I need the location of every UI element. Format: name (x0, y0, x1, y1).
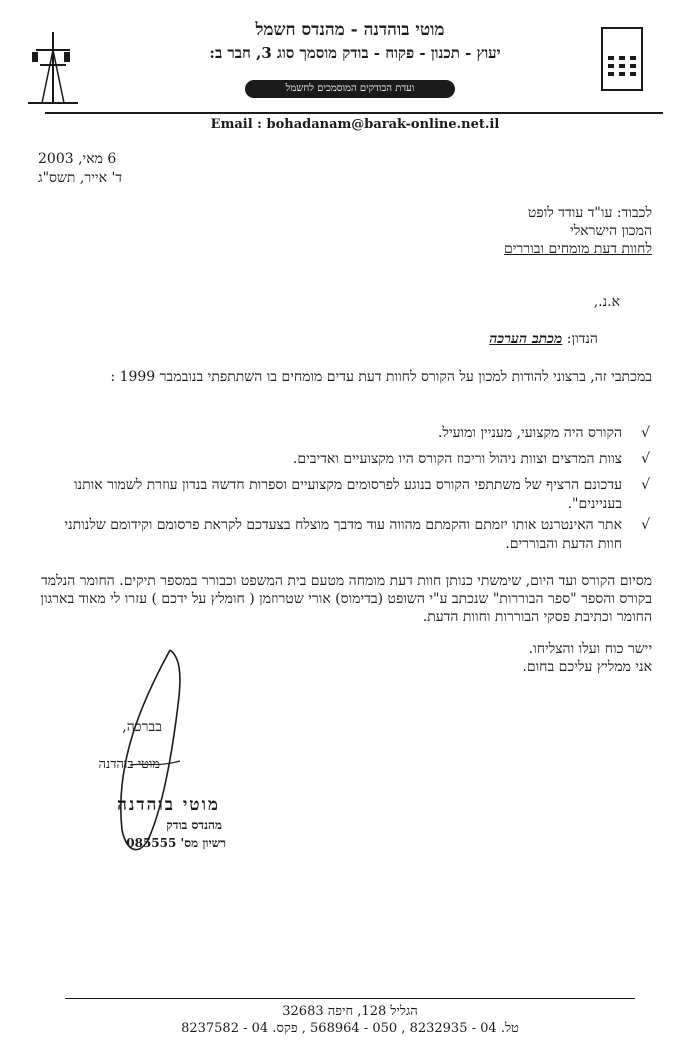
committee-badge: ועדת הבודקים המוסמכים לחשמל (245, 80, 455, 98)
check-mark-icon: √ (641, 425, 650, 441)
signer-name: מוטי בוהדנה (98, 757, 160, 772)
subject-label: הנדון: (566, 331, 598, 347)
subject-line (489, 331, 598, 348)
stamp-license: רשיון מס' 085555 (126, 836, 226, 850)
letterhead-services: יעוץ - תכנון - פקוח - בודק מוסמך סוג 3, חבר ב: (209, 44, 501, 62)
bullet-text: הקורס היה מקצועי, מעניין ומועיל. (437, 425, 622, 441)
footer-phones: טל. 04 - 8232935 , 050 - 568964 , פקס. 04 - 8237582 (181, 1021, 519, 1036)
bullet-text: עדכונם הרציף של משתתפי הקורס בנוגע לפרסומים מקצועיים וספרות חדשה בנדון עוזרת לשמור אותנו בעניינים". (73, 477, 622, 512)
check-mark-icon: √ (641, 477, 650, 493)
stamp-title: מהנדס בודק (166, 818, 222, 832)
recipient-line-1: לכבוד: עו"ד עודד לופט (527, 205, 652, 221)
regards: בברכה, (122, 719, 162, 735)
recipient-line-2: המכון הישראלי (570, 223, 652, 239)
bullet-item (50, 516, 650, 554)
letterhead-name: מוטי בוהדנה - מהנדס חשמל (255, 20, 445, 40)
header-divider (45, 112, 663, 114)
check-mark-icon: √ (641, 451, 650, 467)
subject-text: מכתב הערכה (489, 331, 563, 347)
check-mark-icon: √ (641, 517, 650, 533)
date-gregorian: 6 מאי, 2003 (38, 151, 117, 167)
bullet-text: אתר האינטרנט אותו יזמתם והקמתם מהווה עוד מדבך מוצלח בצעדכם לקראת פרסומם וקידומם שלנותני חוות הדעת והבוררים. (64, 517, 622, 552)
power-tower-icon (28, 30, 78, 109)
closing-paragraph: מסיום הקורס ועד היום, שימשתי כנותן חוות דעת מומחה מטעם בית המשפט וכבורר במספר תיקים. החומר הנלמד בקורס והספר "ספר הבוררות" שנכתב ע"י השופט (בדימוס) אורי שטרוזמן ( חומלץ על ידכם ) עזרו לי מאוד בארגון החומר וכתיבת פסקי הבוררות וחוות הדעת. (40, 573, 652, 625)
letterhead-email: Email : bohadanam@barak-online.net.il (210, 117, 500, 132)
building-logo-icon (600, 26, 644, 96)
date-hebrew: ד' אייר, תשס"ג (38, 170, 123, 186)
intro-paragraph: במכתבי זה, ברצוני להודות למכון על הקורס לחוות דעת עדים מומחים בו השתתפתי בנובמבר 1999 : (110, 369, 652, 385)
thanks-line-2: אני ממליץ עליכם בחום. (522, 659, 652, 675)
bullet-item (50, 424, 650, 443)
salutation: א.נ., (593, 294, 620, 310)
bullet-item (50, 476, 650, 514)
footer-divider (65, 998, 635, 999)
bullet-item (50, 450, 650, 469)
thanks-line-1: יישר כוח ועלו והצליחו. (528, 641, 652, 657)
recipient-line-3: לחוות דעת מומחים ובוררים (503, 241, 652, 257)
stamp-name: מוטי בוהדנה (117, 795, 220, 815)
bullet-text: צוות המרצים וצוות ניהול וריכוז הקורס היו מקצועיים ואדיבים. (292, 451, 622, 467)
footer-address: הגליל 128, חיפה 32683 (282, 1004, 418, 1019)
